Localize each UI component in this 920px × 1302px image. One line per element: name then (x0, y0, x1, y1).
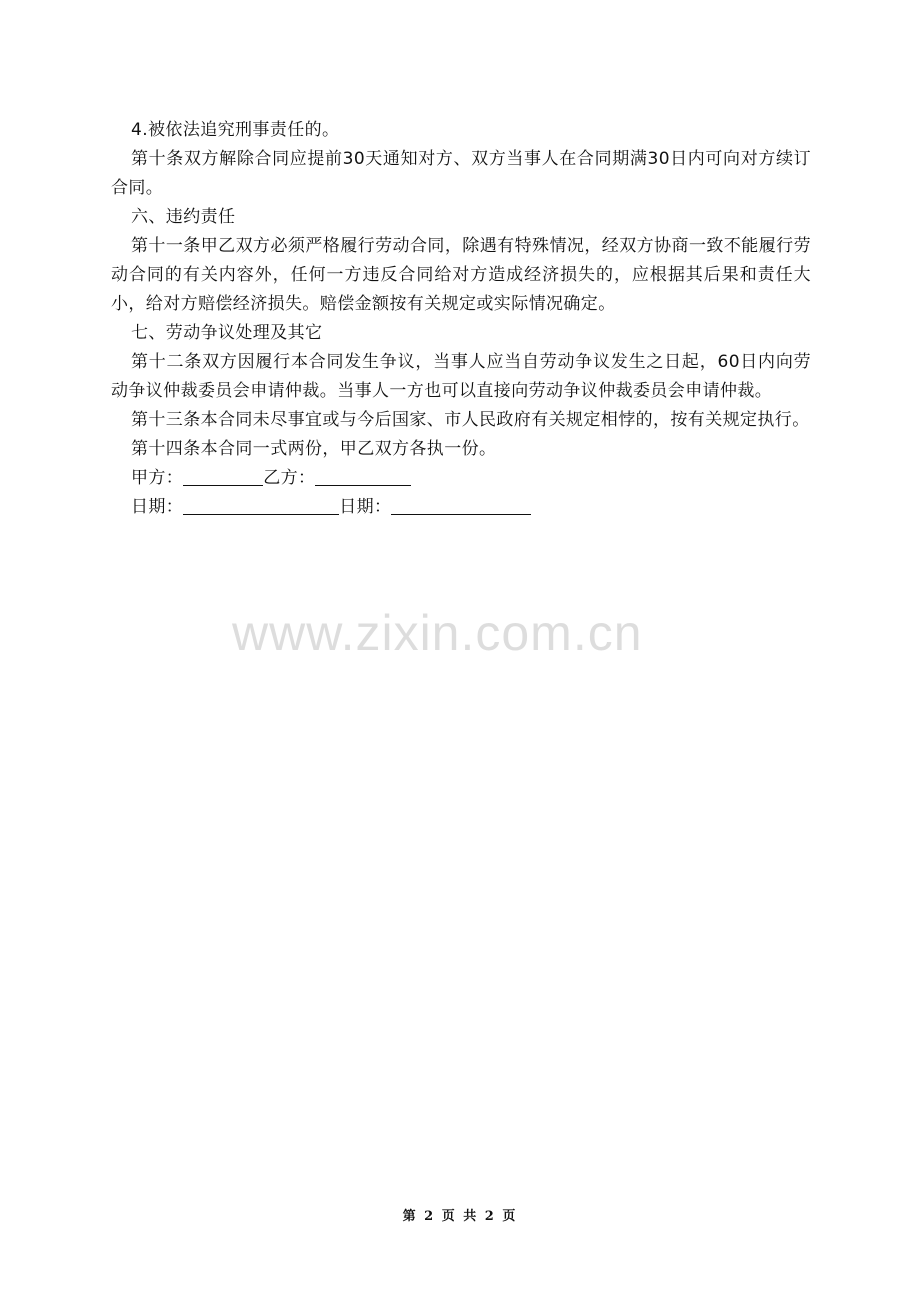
party-b-blank (315, 467, 411, 486)
party-signature-line (111, 464, 811, 493)
date-signature-line (111, 493, 811, 522)
watermark: www.zixin.com.cn (232, 605, 643, 661)
section-heading-disputes: 七、劳动争议处理及其它 (131, 323, 323, 343)
date-a-blank (183, 496, 339, 515)
page-number-footer: 第 2 页 共 2 页 (402, 1209, 518, 1224)
clause-13: 第十三条本合同未尽事宜或与今后国家、市人民政府有关规定相悖的，按有关规定执行。 (131, 410, 810, 430)
clause-10: 第十条双方解除合同应提前30天通知对方、双方当事人在合同期满30日内可向对方续订合同。 (111, 149, 811, 198)
date-a-label: 日期： (131, 497, 184, 517)
clause-14: 第十四条本合同一式两份，甲乙双方各执一份。 (131, 439, 497, 459)
clause-12: 第十二条双方因履行本合同发生争议，当事人应当自劳动争议发生之日起，60日内向劳动争议仲裁委员会申请仲裁。当事人一方也可以直接向劳动争议仲裁委员会申请仲裁。 (111, 352, 811, 401)
party-a-blank (183, 467, 263, 486)
clause-item-4: 4.被依法追究刑事责任的。 (131, 120, 340, 140)
section-heading-breach: 六、违约责任 (131, 207, 236, 227)
date-b-label: 日期： (339, 497, 392, 517)
date-b-blank (391, 496, 531, 515)
party-b-label: 乙方： (263, 468, 316, 488)
document-body (111, 116, 811, 522)
party-a-label: 甲方： (131, 468, 184, 488)
clause-11: 第十一条甲乙双方必须严格履行劳动合同，除遇有特殊情况，经双方协商一致不能履行劳动合同的有关内容外，任何一方违反合同给对方造成经济损失的，应根据其后果和责任大小，给对方赔偿经济损失。赔偿金额按有关规定或实际情况确定。 (111, 236, 811, 314)
